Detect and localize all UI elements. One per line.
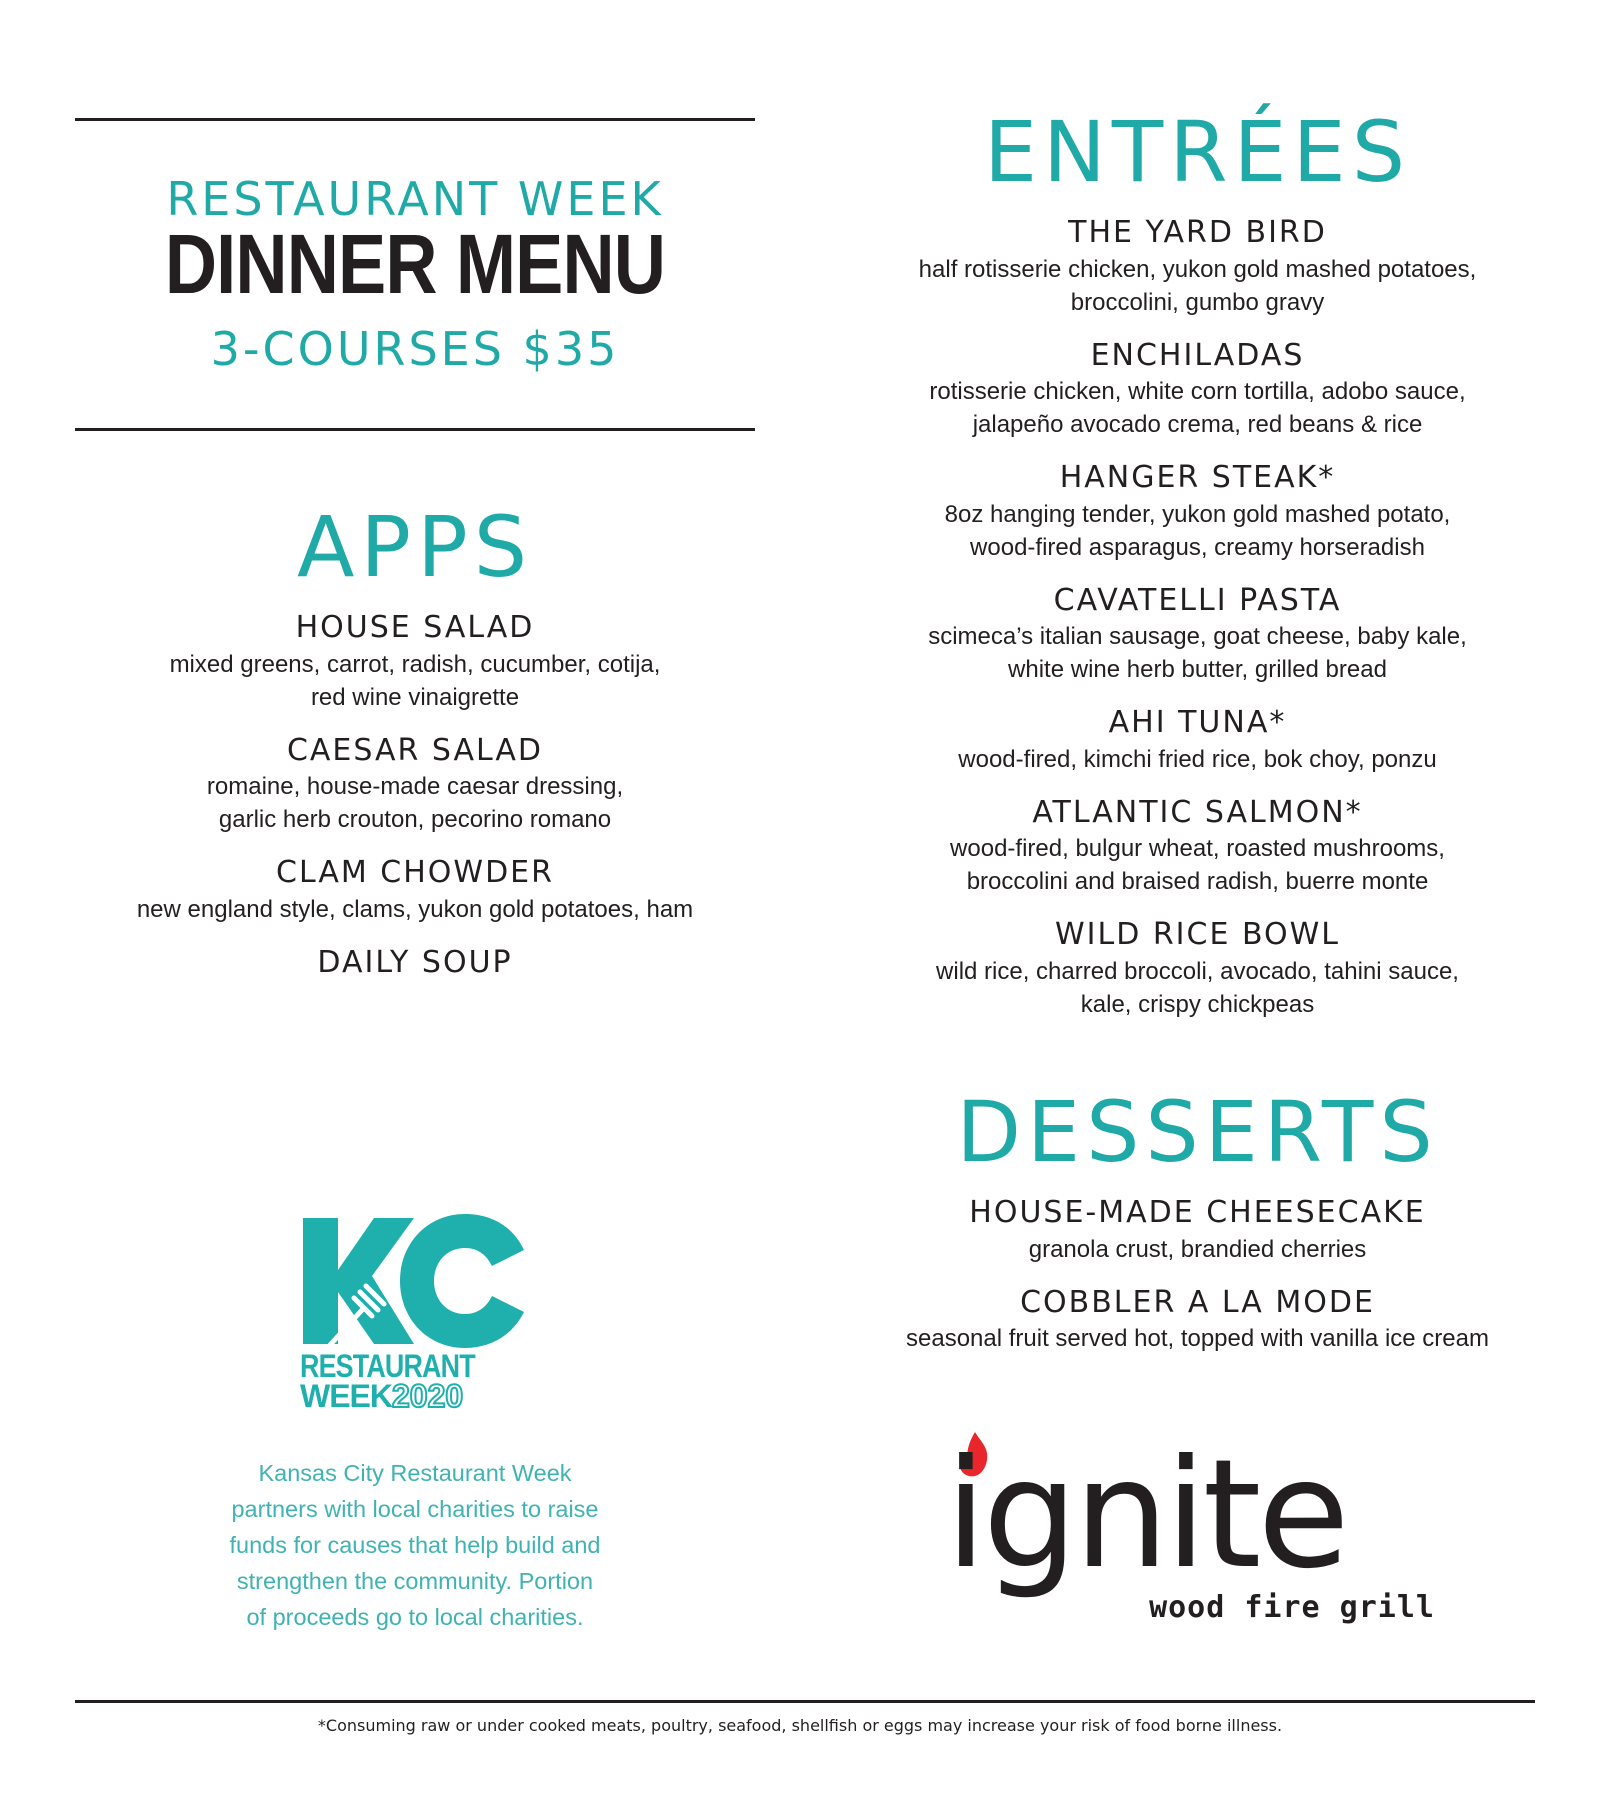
- footer-rule: [75, 1700, 1535, 1703]
- ignite-tagline: wood fire grill: [1149, 1590, 1435, 1625]
- kc-logo-week: WEEK: [300, 1378, 392, 1414]
- dinner-menu-title: DINNER MENU: [164, 217, 666, 311]
- menu-item: [870, 461, 1525, 564]
- menu-item: [870, 216, 1525, 319]
- menu-item: [870, 918, 1525, 1021]
- ignite-logo: [945, 1410, 1445, 1630]
- kc-logo-week-line: [300, 1380, 535, 1412]
- item-name: CAVATELLI PASTA: [1053, 582, 1342, 618]
- charity-line: partners with local charities to raise: [231, 1496, 599, 1522]
- apps-title: APPS: [296, 498, 534, 596]
- menu-item: [870, 796, 1525, 899]
- item-desc: scimeca’s italian sausage, goat cheese, baby kale,: [928, 623, 1467, 650]
- menu-item: [75, 946, 755, 981]
- entrees-section: [870, 103, 1525, 1041]
- kc-logo-year: 2020: [392, 1378, 464, 1414]
- item-name: CAESAR SALAD: [286, 732, 544, 768]
- item-name: HOUSE SALAD: [295, 610, 535, 645]
- menu-item: [870, 584, 1525, 687]
- item-desc: mixed greens, carrot, radish, cucumber, cotija,: [169, 650, 661, 678]
- item-desc: half rotisserie chicken, yukon gold mashed potatoes,: [918, 255, 1477, 283]
- item-desc: rotisserie chicken, white corn tortilla, adobo sauce,: [929, 378, 1466, 405]
- header-bottom-rule: [75, 428, 755, 431]
- charity-line: funds for causes that help build and: [229, 1532, 601, 1558]
- item-desc: wood-fired asparagus, creamy horseradish: [970, 533, 1425, 561]
- item-desc: romaine, house-made caesar dressing,: [206, 773, 624, 800]
- desserts-section: [870, 1083, 1525, 1375]
- item-name: COBBLER A LA MODE: [1020, 1284, 1375, 1320]
- kc-letter-k: [303, 1218, 414, 1344]
- item-desc: kale, crispy chickpeas: [1080, 990, 1315, 1018]
- charity-line: of proceeds go to local charities.: [246, 1604, 584, 1630]
- entrees-title: ENTRÉES: [983, 103, 1412, 201]
- item-name: ENCHILADAS: [1090, 337, 1305, 373]
- header-top-rule: [75, 118, 755, 121]
- item-name: THE YARD BIRD: [1068, 215, 1327, 250]
- menu-item: [870, 1286, 1525, 1356]
- item-desc: 8oz hanging tender, yukon gold mashed potato,: [944, 500, 1451, 528]
- item-desc: red wine vinaigrette: [310, 683, 520, 711]
- item-desc: seasonal fruit served hot, topped with vanilla ice cream: [906, 1325, 1489, 1352]
- item-desc: garlic herb crouton, pecorino romano: [218, 806, 612, 833]
- kc-logo-restaurant: RESTAURANT: [300, 1348, 475, 1384]
- item-name: WILD RICE BOWL: [1054, 917, 1341, 952]
- item-desc: wood-fired, kimchi fried rice, bok choy, ponzu: [958, 745, 1437, 773]
- menu-item: [870, 706, 1525, 776]
- restaurant-week-kicker: RESTAURANT WEEK: [166, 172, 664, 226]
- menu-item: [75, 856, 755, 926]
- item-name: CLAM CHOWDER: [276, 855, 554, 890]
- kc-restaurant-week-logo: [300, 1210, 535, 1420]
- item-name: HOUSE-MADE CHEESECAKE: [969, 1195, 1426, 1230]
- charity-note: [75, 1455, 755, 1635]
- ignite-wordmark: ignite: [945, 1428, 1346, 1602]
- menu-header: [75, 172, 755, 376]
- kc-letter-c: [400, 1214, 524, 1348]
- item-name: AHI TUNA*: [1108, 705, 1287, 740]
- menu-item: [75, 734, 755, 837]
- charity-line: strengthen the community. Portion: [236, 1568, 594, 1594]
- charity-line: Kansas City Restaurant Week: [258, 1460, 572, 1486]
- item-desc: jalapeño avocado crema, red beans & rice: [972, 411, 1423, 438]
- desserts-title: DESSERTS: [956, 1083, 1439, 1181]
- item-desc: new england style, clams, yukon gold potatoes, ham: [136, 895, 694, 923]
- apps-section: [75, 498, 755, 1000]
- menu-item: [870, 339, 1525, 442]
- price-line: 3-COURSES $35: [210, 322, 620, 376]
- item-name: HANGER STEAK*: [1059, 460, 1336, 495]
- allergy-footnote: *Consuming raw or under cooked meats, poultry, seafood, shellfish or eggs may increase your risk of food borne illness.: [317, 1716, 1283, 1735]
- menu-item: [75, 611, 755, 714]
- item-name: DAILY SOUP: [317, 944, 513, 980]
- item-name: ATLANTIC SALMON*: [1032, 794, 1363, 830]
- item-desc: broccolini, gumbo gravy: [1070, 288, 1325, 316]
- item-desc: granola crust, brandied cherries: [1028, 1235, 1367, 1263]
- item-desc: wild rice, charred broccoli, avocado, tahini sauce,: [936, 957, 1459, 985]
- item-desc: broccolini and braised radish, buerre monte: [966, 868, 1429, 895]
- menu-item: [870, 1196, 1525, 1266]
- item-desc: wood-fired, bulgur wheat, roasted mushrooms,: [950, 835, 1445, 862]
- item-desc: white wine herb butter, grilled bread: [1008, 656, 1387, 683]
